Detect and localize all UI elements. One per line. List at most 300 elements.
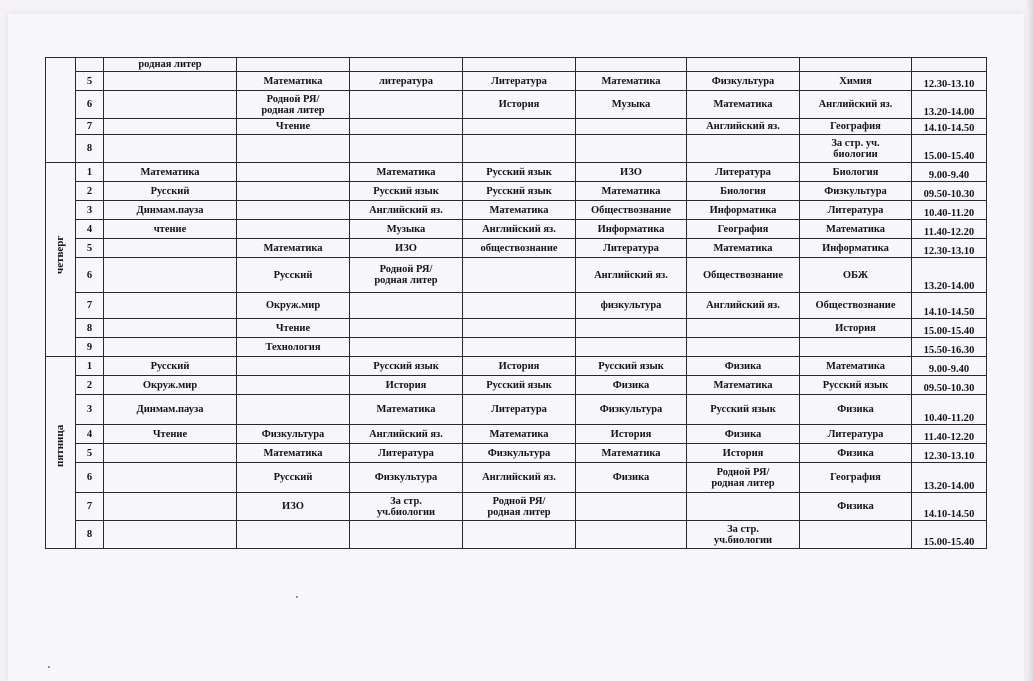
subject-cell — [576, 376, 687, 395]
subject-cell — [237, 293, 350, 319]
subject-cell — [687, 493, 800, 521]
subject-cell — [800, 395, 912, 425]
subject-text: Родной РЯ/ родная литер — [374, 264, 438, 286]
subject-cell — [576, 463, 687, 493]
table-row — [46, 521, 987, 549]
subject-cell — [576, 493, 687, 521]
subject-text: География — [830, 121, 881, 132]
lesson-number: 7 — [76, 493, 104, 521]
subject-cell — [463, 58, 576, 72]
subject-text: родная литер — [138, 59, 202, 70]
time-text: 11.40-12.20 — [923, 227, 975, 238]
subject-cell — [463, 258, 576, 293]
table-row — [46, 376, 987, 395]
table-row — [46, 239, 987, 258]
subject-cell — [104, 319, 237, 338]
table-row — [46, 119, 987, 135]
table-row — [46, 72, 987, 91]
subject-text: чтение — [153, 223, 187, 235]
subject-text: Литература — [378, 447, 434, 459]
lesson-time — [912, 163, 987, 182]
subject-text: Русский язык — [486, 379, 552, 391]
subject-text: Математика — [601, 185, 661, 197]
time-text: 09.50-10.30 — [923, 383, 975, 394]
subject-text: География — [830, 472, 881, 483]
subject-cell — [687, 182, 800, 201]
subject-cell — [350, 395, 463, 425]
lesson-time — [912, 521, 987, 549]
subject-cell — [350, 182, 463, 201]
subject-cell — [687, 293, 800, 319]
subject-cell — [350, 521, 463, 549]
subject-text: Русский — [273, 269, 313, 281]
lesson-time — [912, 58, 987, 72]
subject-text: ИЗО — [395, 242, 417, 254]
subject-cell — [800, 220, 912, 239]
table-row — [46, 425, 987, 444]
lesson-number: 5 — [76, 444, 104, 463]
subject-text: Математика — [376, 404, 436, 415]
subject-text: Математика — [601, 75, 661, 87]
subject-cell — [576, 239, 687, 258]
lesson-time — [912, 425, 987, 444]
subject-cell — [104, 376, 237, 395]
subject-cell — [237, 338, 350, 357]
subject-cell — [687, 376, 800, 395]
subject-cell — [463, 182, 576, 201]
subject-text: Русский — [273, 472, 313, 483]
subject-cell — [687, 135, 800, 163]
subject-text: Литература — [491, 404, 547, 415]
table-row — [46, 182, 987, 201]
subject-text: Литература — [491, 75, 547, 87]
subject-text: Русский язык — [598, 360, 664, 372]
lesson-number: 1 — [76, 357, 104, 376]
subject-cell — [104, 444, 237, 463]
lesson-number: 7 — [76, 119, 104, 135]
subject-cell — [576, 521, 687, 549]
subject-text: За стр. уч. биологии — [831, 137, 880, 160]
table-row — [46, 493, 987, 521]
day-cell — [46, 357, 76, 549]
lesson-number: 2 — [76, 376, 104, 395]
subject-text: Информатика — [597, 223, 665, 235]
subject-text: Родной РЯ/ родная литер — [261, 93, 325, 116]
subject-cell — [687, 119, 800, 135]
subject-cell — [104, 119, 237, 135]
subject-text: Обществознание — [815, 300, 896, 311]
subject-text: Информатика — [822, 242, 889, 254]
subject-text: История — [610, 428, 652, 440]
subject-text: Математика — [263, 447, 323, 459]
subject-cell — [800, 72, 912, 91]
subject-cell — [576, 395, 687, 425]
day-cell — [46, 163, 76, 357]
subject-cell — [463, 293, 576, 319]
subject-cell — [350, 119, 463, 135]
subject-cell — [237, 239, 350, 258]
subject-cell — [687, 395, 800, 425]
subject-text: Чтение — [275, 121, 311, 132]
subject-text: Физика — [724, 360, 762, 372]
time-text: 10.40-11.20 — [923, 208, 975, 219]
table-row — [46, 201, 987, 220]
time-text: 15.50-16.30 — [923, 345, 975, 356]
subject-text: Физика — [724, 428, 762, 440]
subject-text: Русский — [150, 360, 190, 372]
subject-cell — [576, 182, 687, 201]
subject-cell — [237, 58, 350, 72]
subject-text: Русский — [150, 185, 190, 197]
subject-cell — [104, 463, 237, 493]
subject-cell — [237, 357, 350, 376]
subject-cell — [576, 72, 687, 91]
time-text: 9.00-9.40 — [928, 170, 970, 181]
table-row — [46, 338, 987, 357]
time-text: 10.40-11.20 — [923, 413, 975, 424]
subject-text: Русский язык — [486, 185, 552, 197]
subject-cell — [237, 163, 350, 182]
subject-text: Окруж.мир — [265, 300, 321, 311]
lesson-time — [912, 258, 987, 293]
subject-text: Окруж.мир — [142, 379, 198, 391]
subject-cell — [800, 119, 912, 135]
subject-cell — [237, 376, 350, 395]
subject-text: Физика — [837, 501, 874, 512]
subject-cell — [463, 521, 576, 549]
lesson-time — [912, 493, 987, 521]
lesson-time — [912, 293, 987, 319]
subject-cell — [350, 163, 463, 182]
subject-text: Английский яз. — [369, 428, 443, 440]
subject-text: Биология — [720, 185, 766, 197]
time-text: 13.20-14.00 — [923, 481, 975, 492]
subject-text: Физкультура — [599, 404, 663, 415]
subject-text: Математика — [713, 242, 773, 254]
subject-cell — [104, 58, 237, 72]
time-text: 14.10-14.50 — [923, 307, 975, 318]
subject-cell — [800, 319, 912, 338]
time-text: 11.40-12.20 — [923, 432, 975, 443]
table-row — [46, 58, 987, 72]
subject-cell — [687, 425, 800, 444]
subject-cell — [576, 220, 687, 239]
subject-cell — [463, 119, 576, 135]
time-text: 12.30-13.10 — [923, 451, 975, 462]
subject-cell — [800, 182, 912, 201]
subject-text: ИЗО — [620, 166, 642, 178]
lesson-number: 8 — [76, 319, 104, 338]
subject-cell — [800, 201, 912, 220]
subject-cell — [687, 463, 800, 493]
subject-text: Математика — [376, 166, 436, 178]
lesson-number: 5 — [76, 239, 104, 258]
subject-text: Динмам.пауза — [136, 404, 204, 415]
subject-cell — [463, 72, 576, 91]
subject-text: Литература — [827, 428, 884, 440]
subject-text: Физкультура — [487, 447, 551, 459]
subject-cell — [237, 521, 350, 549]
lesson-number: 6 — [76, 258, 104, 293]
subject-cell — [463, 319, 576, 338]
subject-cell — [350, 258, 463, 293]
subject-text: Биология — [832, 166, 879, 178]
subject-cell — [687, 163, 800, 182]
day-label: пятница — [54, 424, 66, 467]
subject-text: Английский яз. — [818, 99, 893, 110]
lesson-time — [912, 319, 987, 338]
subject-text: Литература — [827, 204, 884, 216]
lesson-time — [912, 338, 987, 357]
subject-cell — [350, 376, 463, 395]
subject-cell — [800, 444, 912, 463]
subject-cell — [237, 72, 350, 91]
subject-cell — [237, 119, 350, 135]
subject-text: Физика — [837, 447, 874, 459]
subject-cell — [463, 220, 576, 239]
subject-text: История — [722, 447, 764, 459]
subject-cell — [687, 220, 800, 239]
lesson-number: 1 — [76, 163, 104, 182]
lesson-time — [912, 395, 987, 425]
table-row — [46, 163, 987, 182]
subject-text: Математика — [489, 428, 549, 440]
subject-cell — [104, 239, 237, 258]
subject-text: Русский язык — [486, 166, 552, 178]
subject-cell — [800, 91, 912, 119]
subject-text: Английский яз. — [482, 472, 556, 483]
subject-text: Музыка — [386, 223, 426, 235]
lesson-time — [912, 239, 987, 258]
subject-text: Математика — [263, 242, 323, 254]
table-row — [46, 395, 987, 425]
subject-text: Обществознание — [590, 204, 672, 216]
subject-cell — [350, 425, 463, 444]
subject-text: Русский язык — [822, 379, 889, 391]
subject-text: Информатика — [709, 204, 777, 216]
lesson-number: 4 — [76, 220, 104, 239]
subject-cell — [576, 258, 687, 293]
table-row — [46, 444, 987, 463]
subject-text: Английский яз. — [482, 223, 556, 235]
subject-cell — [237, 135, 350, 163]
subject-cell — [104, 357, 237, 376]
subject-text: История — [498, 360, 540, 372]
subject-text: ИЗО — [282, 501, 304, 512]
table-row — [46, 91, 987, 119]
subject-cell — [687, 444, 800, 463]
subject-cell — [104, 521, 237, 549]
subject-cell — [576, 119, 687, 135]
subject-cell — [687, 338, 800, 357]
subject-cell — [576, 91, 687, 119]
subject-cell — [350, 357, 463, 376]
subject-text: физкультура — [600, 300, 662, 311]
subject-cell — [687, 521, 800, 549]
subject-text: За стр. уч.биологии — [376, 495, 436, 518]
subject-text: Математика — [713, 99, 773, 110]
subject-cell — [576, 163, 687, 182]
subject-cell — [576, 338, 687, 357]
subject-cell — [350, 220, 463, 239]
scan-speck — [48, 666, 50, 668]
scan-speck — [296, 596, 298, 598]
lesson-number: 9 — [76, 338, 104, 357]
subject-cell — [350, 135, 463, 163]
table-row — [46, 319, 987, 338]
subject-cell — [463, 201, 576, 220]
subject-cell — [104, 338, 237, 357]
lesson-time — [912, 119, 987, 135]
subject-cell — [463, 163, 576, 182]
subject-cell — [800, 338, 912, 357]
subject-cell — [104, 72, 237, 91]
subject-cell — [463, 239, 576, 258]
time-text: 14.10-14.50 — [923, 123, 975, 134]
subject-text: Чтение — [152, 428, 188, 440]
subject-cell — [576, 444, 687, 463]
timetable — [45, 57, 987, 549]
subject-cell — [237, 182, 350, 201]
day-label: четверг — [54, 235, 66, 274]
subject-cell — [463, 338, 576, 357]
time-text: 12.30-13.10 — [923, 79, 975, 90]
subject-cell — [104, 91, 237, 119]
table-row — [46, 220, 987, 239]
subject-cell — [576, 319, 687, 338]
subject-text: Родной РЯ/ родная литер — [711, 466, 775, 489]
lesson-number: 5 — [76, 72, 104, 91]
lesson-time — [912, 201, 987, 220]
subject-cell — [350, 91, 463, 119]
time-text: 15.00-15.40 — [923, 151, 975, 162]
subject-cell — [687, 239, 800, 258]
subject-text: Технология — [265, 341, 321, 353]
subject-cell — [576, 293, 687, 319]
subject-cell — [237, 395, 350, 425]
subject-text: Родной РЯ/ родная литер — [487, 495, 551, 518]
lesson-time — [912, 182, 987, 201]
subject-cell — [463, 395, 576, 425]
subject-text: Русский язык — [373, 360, 439, 372]
subject-cell — [687, 72, 800, 91]
subject-cell — [104, 258, 237, 293]
subject-cell — [350, 58, 463, 72]
subject-text: ОБЖ — [842, 269, 869, 281]
subject-text: Физкультура — [824, 185, 887, 197]
table-row — [46, 258, 987, 293]
subject-text: литература — [379, 75, 433, 87]
subject-cell — [350, 201, 463, 220]
subject-text: Математика — [825, 360, 886, 372]
subject-text: Английский яз. — [706, 300, 780, 311]
lesson-number — [76, 58, 104, 72]
subject-cell — [687, 58, 800, 72]
time-text: 13.20-14.00 — [923, 107, 975, 118]
subject-cell — [576, 357, 687, 376]
subject-cell — [350, 239, 463, 258]
subject-cell — [350, 338, 463, 357]
subject-cell — [576, 201, 687, 220]
lesson-number: 6 — [76, 91, 104, 119]
subject-cell — [800, 163, 912, 182]
subject-text: Физика — [612, 472, 650, 483]
subject-cell — [104, 293, 237, 319]
subject-text: Английский яз. — [594, 269, 668, 281]
subject-cell — [463, 376, 576, 395]
table-row — [46, 293, 987, 319]
subject-cell — [104, 493, 237, 521]
subject-cell — [800, 258, 912, 293]
subject-text: Литература — [715, 166, 771, 178]
lesson-time — [912, 376, 987, 395]
table-row — [46, 357, 987, 376]
subject-cell — [687, 357, 800, 376]
subject-text: Английский яз. — [369, 204, 443, 216]
subject-text: Химия — [839, 75, 872, 87]
subject-cell — [237, 220, 350, 239]
subject-text: История — [385, 379, 427, 391]
subject-text: Русский язык — [710, 404, 776, 415]
subject-cell — [576, 135, 687, 163]
subject-cell — [104, 220, 237, 239]
subject-cell — [104, 395, 237, 425]
subject-cell — [104, 163, 237, 182]
subject-cell — [463, 493, 576, 521]
lesson-number: 3 — [76, 395, 104, 425]
time-text: 15.00-15.40 — [923, 326, 975, 337]
subject-cell — [800, 463, 912, 493]
subject-cell — [576, 425, 687, 444]
lesson-time — [912, 220, 987, 239]
subject-cell — [237, 91, 350, 119]
lesson-number: 2 — [76, 182, 104, 201]
subject-cell — [463, 357, 576, 376]
subject-text: География — [717, 223, 769, 235]
subject-cell — [800, 376, 912, 395]
subject-text: История — [498, 99, 540, 110]
subject-text: Музыка — [611, 99, 651, 110]
lesson-number: 4 — [76, 425, 104, 444]
subject-text: Математика — [713, 379, 773, 391]
subject-cell — [237, 463, 350, 493]
subject-text: Литература — [603, 242, 659, 254]
subject-text: Динмам.пауза — [136, 204, 204, 216]
lesson-number: 3 — [76, 201, 104, 220]
subject-text: Физкультура — [261, 428, 325, 440]
subject-cell — [237, 319, 350, 338]
subject-cell — [463, 135, 576, 163]
subject-text: Физика — [612, 379, 650, 391]
subject-cell — [237, 444, 350, 463]
subject-text: История — [835, 322, 876, 334]
day-cell — [46, 58, 76, 163]
subject-cell — [237, 425, 350, 444]
subject-cell — [463, 463, 576, 493]
lesson-time — [912, 91, 987, 119]
subject-cell — [104, 135, 237, 163]
subject-cell — [104, 182, 237, 201]
subject-text: Физика — [837, 404, 874, 415]
lesson-number: 8 — [76, 135, 104, 163]
subject-cell — [237, 493, 350, 521]
subject-cell — [800, 239, 912, 258]
subject-text: Обществознание — [702, 269, 784, 281]
subject-cell — [687, 319, 800, 338]
subject-cell — [463, 444, 576, 463]
subject-cell — [350, 444, 463, 463]
table-row — [46, 463, 987, 493]
